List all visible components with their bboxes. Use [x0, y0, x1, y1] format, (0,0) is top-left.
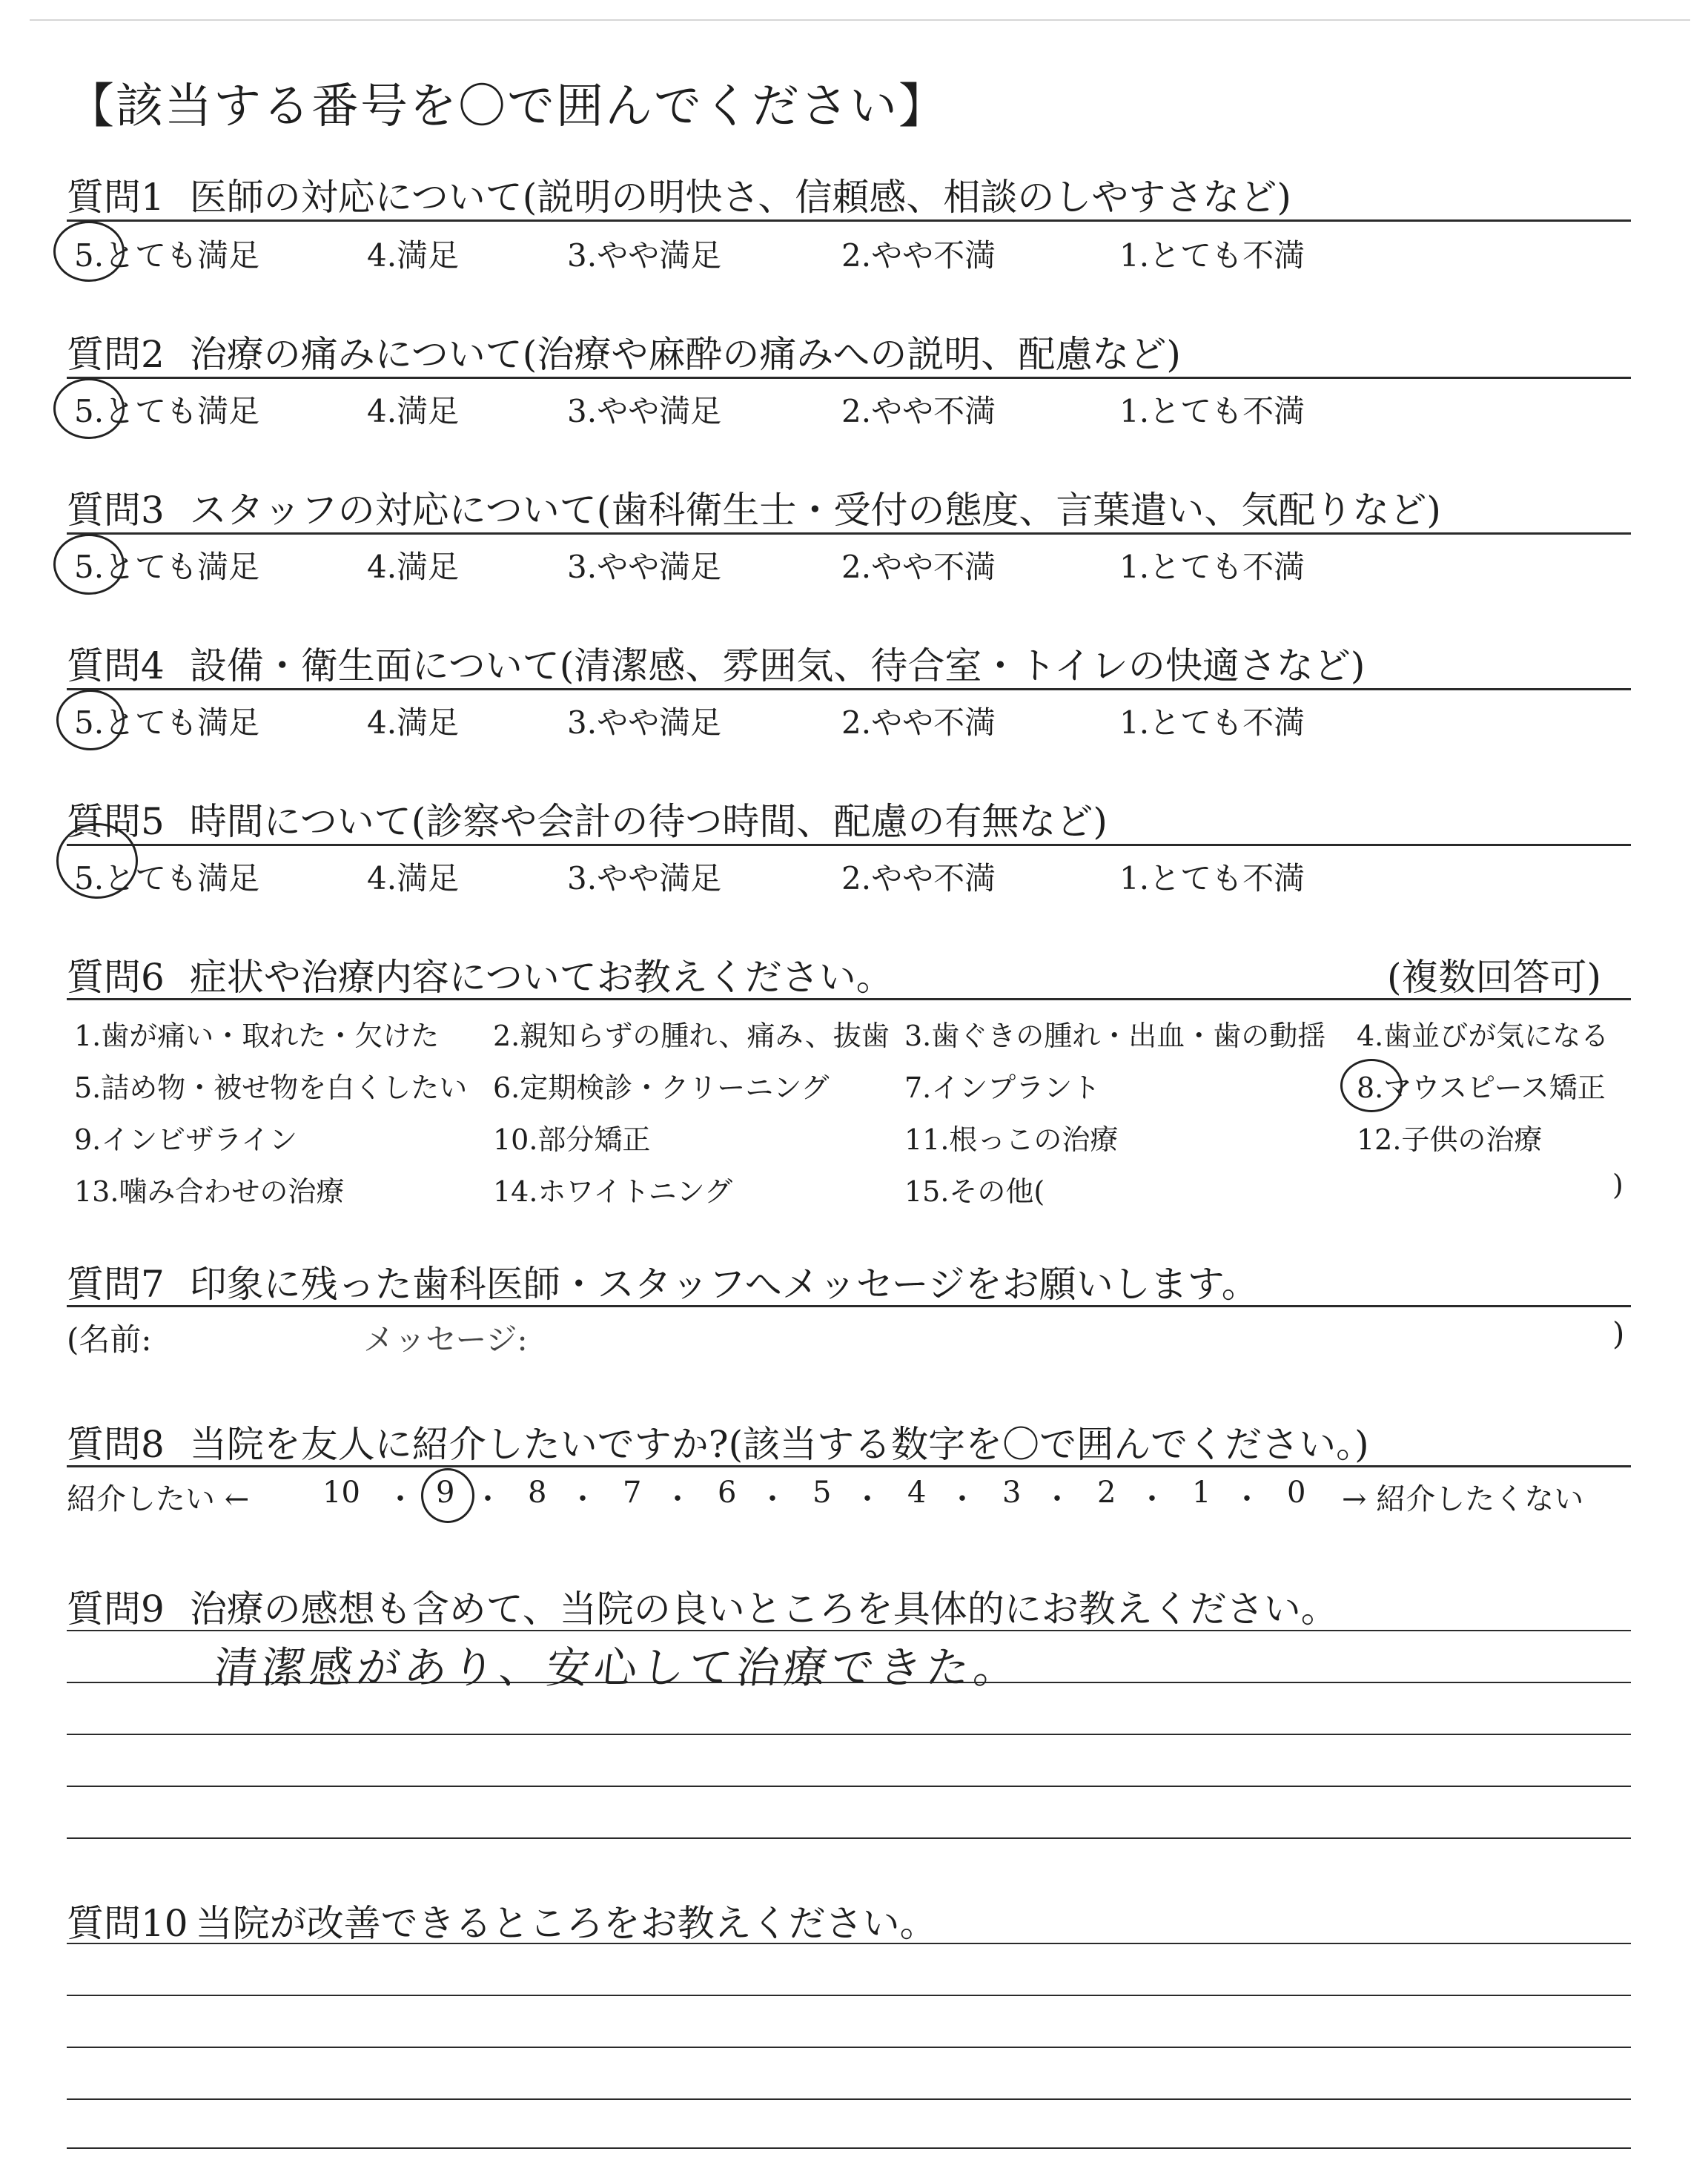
q1-option-4[interactable]: 4.満足 — [367, 237, 460, 274]
question-2-text: 治療の痛みについて(治療や麻酔の痛みへの説明、配慮など) — [189, 333, 1181, 376]
q8-separator: ・ — [385, 1482, 415, 1516]
q8-recommend-scale — [67, 1476, 1631, 1520]
q2-option-1[interactable]: 1.とても不満 — [1119, 393, 1305, 429]
question-7-fields — [67, 1315, 1631, 1360]
q3-option-1[interactable]: 1.とても不満 — [1119, 549, 1305, 585]
q1-option-1[interactable]: 1.とても不満 — [1119, 237, 1305, 274]
q2-option-3[interactable]: 3.やや満足 — [567, 393, 722, 429]
question-3-title — [67, 480, 1441, 534]
q7-close-paren: ) — [1612, 1315, 1625, 1352]
question-8-label: 質問8 — [67, 1423, 165, 1466]
question-8-rule — [67, 1465, 1631, 1467]
q10-answer-line — [67, 1943, 1631, 1944]
question-3-options — [67, 543, 1631, 587]
question-10-title — [67, 1894, 937, 1947]
question-7-rule — [67, 1305, 1631, 1307]
q2-option-4[interactable]: 4.満足 — [367, 393, 460, 429]
question-4-text: 設備・衛生面について(清潔感、雰囲気、待合室・トイレの快適さなど) — [189, 644, 1366, 687]
q3-option-3[interactable]: 3.やや満足 — [567, 549, 722, 585]
q6-option-5[interactable]: 5.詰め物・被せ物を白くしたい — [74, 1071, 468, 1104]
question-4-rule — [67, 688, 1631, 690]
page-top-border — [30, 19, 1690, 21]
question-4-label: 質問4 — [67, 644, 165, 687]
q4-option-5[interactable]: 5.とても満足 — [74, 704, 260, 741]
q6-option-3[interactable]: 3.歯ぐきの腫れ・出血・歯の動揺 — [904, 1020, 1326, 1052]
question-2-options — [67, 387, 1631, 432]
q8-score-6[interactable]: 6 — [718, 1476, 737, 1510]
question-10-text: 当院が改善できるところをお教えください。 — [195, 1902, 937, 1945]
question-6-title — [67, 948, 1631, 1001]
question-9-label: 質問9 — [67, 1588, 165, 1631]
q8-left-label: 紹介したい ← — [67, 1482, 250, 1516]
question-9-text: 治療の感想も含めて、当院の良いところを具体的にお教えください。 — [189, 1588, 1338, 1631]
question-5-text: 時間について(診察や会計の待つ時間、配慮の有無など) — [189, 800, 1108, 843]
q4-option-3[interactable]: 3.やや満足 — [567, 704, 722, 741]
q9-answer-line — [67, 1630, 1631, 1631]
q6-option-12[interactable]: 12.子供の治療 — [1357, 1123, 1543, 1156]
q10-answer-line — [67, 2098, 1631, 2100]
q6-other-close-paren: ) — [1612, 1169, 1623, 1201]
q6-option-9[interactable]: 9.インビザライン — [74, 1123, 298, 1156]
question-5-options — [67, 854, 1631, 899]
question-5-rule — [67, 844, 1631, 846]
question-8-title — [67, 1415, 1369, 1468]
question-2-title — [67, 325, 1181, 378]
q8-score-5[interactable]: 5 — [812, 1476, 832, 1510]
question-4-options — [67, 698, 1631, 743]
question-6-rule — [67, 998, 1631, 1000]
question-4-title — [67, 636, 1365, 690]
question-6-label: 質問6 — [67, 956, 165, 999]
q2-option-2[interactable]: 2.やや不満 — [841, 393, 996, 429]
q1-option-3[interactable]: 3.やや満足 — [567, 237, 722, 274]
question-3-label: 質問3 — [67, 489, 165, 532]
q5-option-5[interactable]: 5.とても満足 — [74, 860, 260, 896]
q4-option-4[interactable]: 4.満足 — [367, 704, 460, 741]
q8-separator: ・ — [568, 1482, 598, 1516]
question-8-text: 当院を友人に紹介したいですか?(該当する数字を〇で囲んでください。) — [189, 1423, 1369, 1466]
question-9-title — [67, 1579, 1338, 1633]
q6-option-13[interactable]: 13.噛み合わせの治療 — [74, 1175, 345, 1208]
q7-name-field[interactable]: (名前: — [67, 1321, 152, 1358]
question-1-label: 質問1 — [67, 176, 165, 219]
q8-score-2[interactable]: 2 — [1097, 1476, 1116, 1510]
q10-answer-line — [67, 2047, 1631, 2048]
q8-separator: ・ — [473, 1482, 503, 1516]
q5-option-2[interactable]: 2.やや不満 — [841, 860, 996, 896]
q6-option-4[interactable]: 4.歯並びが気になる — [1357, 1020, 1609, 1052]
q4-option-1[interactable]: 1.とても不満 — [1119, 704, 1305, 741]
q8-score-9[interactable]: 9 — [436, 1476, 455, 1510]
q8-separator: ・ — [758, 1482, 787, 1516]
q8-score-10[interactable]: 10 — [322, 1476, 360, 1510]
q8-score-4[interactable]: 4 — [907, 1476, 927, 1510]
q1-option-5[interactable]: 5.とても満足 — [74, 237, 260, 274]
q9-handwritten-answer: 清潔感があり、安心して治療できた。 — [211, 1642, 1025, 1693]
q9-answer-line — [67, 1837, 1631, 1839]
q2-option-5[interactable]: 5.とても満足 — [74, 393, 260, 429]
q8-separator: ・ — [853, 1482, 882, 1516]
q5-option-1[interactable]: 1.とても不満 — [1119, 860, 1305, 896]
q6-option-7[interactable]: 7.インプラント — [904, 1071, 1101, 1104]
q6-option-1[interactable]: 1.歯が痛い・取れた・欠けた — [74, 1020, 440, 1052]
question-3-rule — [67, 532, 1631, 535]
question-7-text: 印象に残った歯科医師・スタッフへメッセージをお願いします。 — [189, 1263, 1259, 1306]
q9-answer-line — [67, 1786, 1631, 1787]
q6-option-15[interactable]: 15.その他( — [904, 1175, 1045, 1208]
question-5-label: 質問5 — [67, 800, 165, 843]
q6-option-11[interactable]: 11.根っこの治療 — [904, 1123, 1119, 1156]
question-1-rule — [67, 219, 1631, 222]
question-6-text: 症状や治療内容についてお教えください。 — [189, 956, 893, 999]
question-1-title — [67, 168, 1291, 221]
q3-option-4[interactable]: 4.満足 — [367, 549, 460, 585]
q5-option-3[interactable]: 3.やや満足 — [567, 860, 722, 896]
q8-separator: ・ — [1042, 1482, 1072, 1516]
question-7-label: 質問7 — [67, 1263, 165, 1306]
q6-option-6[interactable]: 6.定期検診・クリーニング — [493, 1071, 830, 1104]
q1-option-2[interactable]: 2.やや不満 — [841, 237, 996, 274]
question-6-multi-note: (複数回答可) — [1386, 956, 1601, 999]
question-3-text: スタッフの対応について(歯科衛生士・受付の態度、言葉遣い、気配りなど) — [189, 489, 1441, 532]
q3-option-2[interactable]: 2.やや不満 — [841, 549, 996, 585]
question-7-title — [67, 1255, 1259, 1308]
q3-option-5[interactable]: 5.とても満足 — [74, 549, 260, 585]
q8-score-1[interactable]: 1 — [1192, 1476, 1211, 1510]
form-instruction: 【該当する番号を〇で囲んでください】 — [67, 79, 947, 134]
q8-score-8[interactable]: 8 — [528, 1476, 547, 1510]
q8-score-0[interactable]: 0 — [1287, 1476, 1306, 1510]
q6-option-8[interactable]: 8.マウスピース矯正 — [1357, 1071, 1606, 1104]
q5-option-4[interactable]: 4.満足 — [367, 860, 460, 896]
q8-separator: ・ — [1232, 1482, 1262, 1516]
question-1-options — [67, 231, 1631, 276]
q10-answer-line — [67, 1995, 1631, 1996]
q9-answer-line — [67, 1734, 1631, 1735]
question-10-label: 質問10 — [67, 1902, 188, 1945]
q10-answer-line — [67, 2147, 1631, 2149]
question-2-rule — [67, 377, 1631, 379]
question-1-text: 医師の対応について(説明の明快さ、信頼感、相談のしやすさなど) — [189, 176, 1291, 219]
q8-separator: ・ — [947, 1482, 977, 1516]
q7-message-field[interactable]: メッセージ: — [363, 1321, 528, 1358]
question-2-label: 質問2 — [67, 333, 165, 376]
question-5-title — [67, 792, 1108, 845]
q8-right-label: → 紹介したくない — [1342, 1482, 1584, 1516]
q6-option-14[interactable]: 14.ホワイトニング — [493, 1175, 733, 1208]
q4-option-2[interactable]: 2.やや不満 — [841, 704, 996, 741]
q8-score-3[interactable]: 3 — [1002, 1476, 1022, 1510]
q6-option-2[interactable]: 2.親知らずの腫れ、痛み、抜歯 — [493, 1020, 890, 1052]
q8-separator: ・ — [1137, 1482, 1167, 1516]
q8-separator: ・ — [663, 1482, 692, 1516]
q8-score-7[interactable]: 7 — [623, 1476, 642, 1510]
q6-option-10[interactable]: 10.部分矯正 — [493, 1123, 651, 1156]
